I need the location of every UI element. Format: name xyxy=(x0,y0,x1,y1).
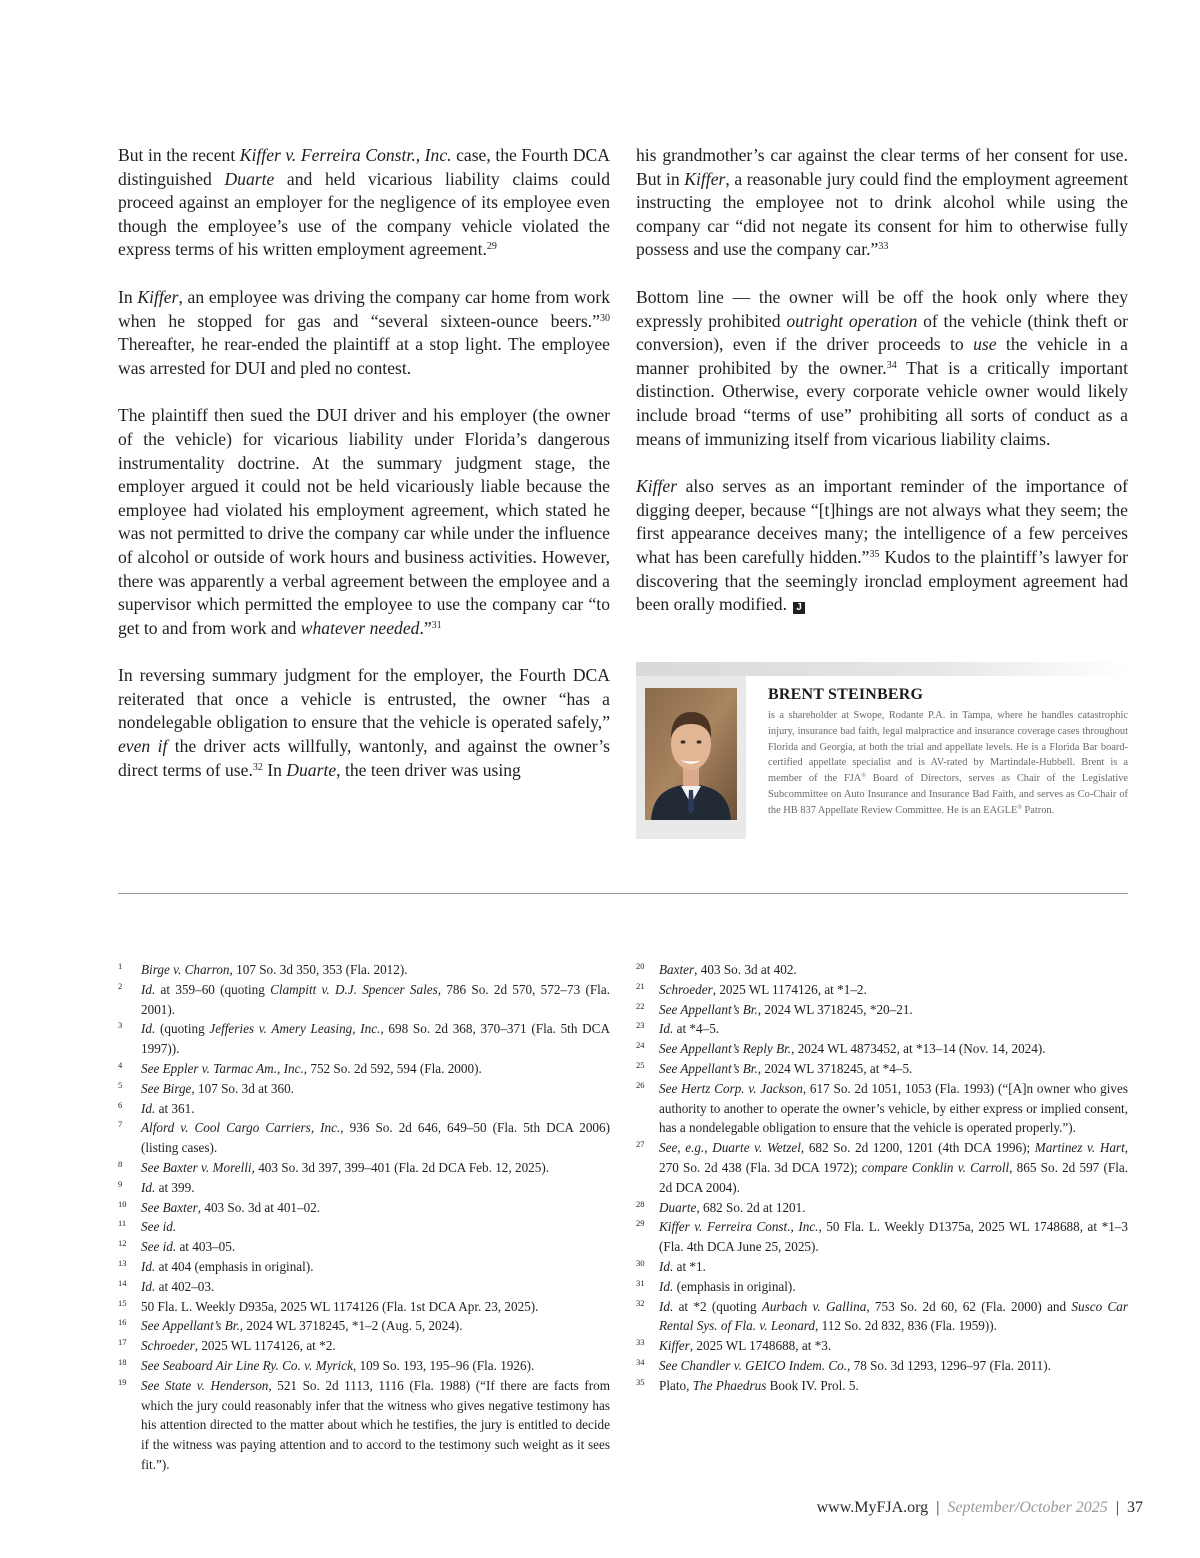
footnote-number: 16 xyxy=(118,1317,127,1328)
italic-text: See Hertz Corp. v. Jackson xyxy=(659,1080,803,1096)
footnote xyxy=(636,1277,1128,1297)
italic-text: Kiffer v. Ferreira Constr., Inc. xyxy=(239,145,452,165)
page-footer xyxy=(817,1499,1143,1517)
footnote-text xyxy=(659,1378,859,1393)
footnote-text xyxy=(141,1200,320,1215)
footnote-text xyxy=(141,1120,610,1155)
text-segment: 698 So. 2d 368, 370–371 (Fla. 5th DCA 1997)). xyxy=(141,1021,610,1057)
footnote xyxy=(636,1356,1128,1376)
text-segment: Patron. xyxy=(1021,804,1055,816)
footnote-number: 5 xyxy=(118,1079,123,1090)
footnote xyxy=(118,1198,610,1218)
italic-text: Kiffer xyxy=(636,476,678,497)
footer-separator: | xyxy=(1115,1499,1119,1516)
italic-text: compare Conklin v. Carroll xyxy=(861,1159,1010,1175)
italic-text: See Appellant’s Br. xyxy=(659,1060,758,1076)
footnote-reference: ® xyxy=(861,773,866,780)
italic-text: See Seaboard Air Line Ry. Co. v. Myrick xyxy=(141,1357,353,1373)
footnote-text xyxy=(659,1021,719,1036)
article-paragraph xyxy=(118,664,610,782)
footnote xyxy=(636,1138,1128,1197)
footnote-reference: 32 xyxy=(252,761,263,773)
footnote-text xyxy=(659,1041,1046,1056)
footnote-number: 24 xyxy=(636,1040,645,1051)
article-paragraph xyxy=(118,404,610,640)
footnote xyxy=(118,1277,610,1297)
footnote xyxy=(636,1336,1128,1356)
footnote-number: 11 xyxy=(118,1218,127,1229)
footnote-text xyxy=(141,1378,610,1472)
italic-text: Schroeder xyxy=(141,1338,195,1354)
footnote xyxy=(118,1019,610,1059)
footnote-number: 28 xyxy=(636,1198,645,1209)
text-segment: also serves as an important reminder of the importance of digging deeper, because “[t]hings are not always what they seem; the first appearance deceives many; the intelligence of a few perceives what has been carefully hidden.” xyxy=(636,476,1128,567)
footnote-text xyxy=(659,1219,1128,1254)
text-segment: at *1. xyxy=(673,1258,706,1274)
footnote-number: 8 xyxy=(118,1158,123,1169)
italic-text: Id. xyxy=(141,1100,156,1116)
footnote xyxy=(636,980,1128,1000)
footnote-text xyxy=(659,1200,806,1215)
italic-text: Clampitt v. D.J. Spencer Sales xyxy=(270,981,438,997)
text-segment: at *4–5. xyxy=(673,1021,720,1037)
italic-text: Duarte xyxy=(224,168,275,189)
text-segment: , 112 So. 2d 832, 836 (Fla. 1959)). xyxy=(815,1318,997,1334)
footnote-text xyxy=(141,1180,195,1195)
article-paragraph xyxy=(118,144,610,262)
text-segment: That is a critically important distinction. Otherwise, every corporate vehicle owner would likely include broad “terms of use” prohibiting all sorts of conduct as a means of immunizing itself from vicarious liability claims. xyxy=(636,357,1128,449)
footnote-text xyxy=(659,1358,1051,1373)
text-segment: at 359–60 (quoting xyxy=(155,981,271,997)
italic-text: Kiffer xyxy=(137,286,179,307)
text-segment: (quoting xyxy=(155,1021,210,1037)
author-photo-panel xyxy=(636,676,746,839)
text-segment: , 682 So. 2d 1200, 1201 (4th DCA 1996); xyxy=(800,1140,1035,1156)
footnote-number: 27 xyxy=(636,1139,645,1150)
footnote-text xyxy=(659,1259,706,1274)
text-segment: In reversing summary judgment for the employer, the Fourth DCA reiterated that once a vehicle is entrusted, the owner “has a nondelegable obligation to ensure that the vehicle is operated safely,” xyxy=(118,665,610,733)
text-segment: .” xyxy=(419,617,432,638)
footnote-text xyxy=(659,982,867,997)
footnote xyxy=(636,1019,1128,1039)
italic-text: Schroeder xyxy=(659,981,713,997)
italic-text: Kiffer xyxy=(659,1338,690,1354)
italic-text: Kiffer xyxy=(684,168,726,189)
text-segment: But in the recent xyxy=(118,145,240,165)
italic-text: Duarte v. Wetzel xyxy=(712,1140,801,1156)
footnote-number: 23 xyxy=(636,1020,645,1031)
text-segment: , 270 So. 2d 438 (Fla. 3d DCA 1972); xyxy=(659,1140,1129,1175)
footnote-text xyxy=(659,1081,1128,1136)
italic-text: Martinez v. Hart xyxy=(1034,1140,1125,1156)
author-bio xyxy=(768,708,1128,819)
footnote xyxy=(636,1039,1128,1059)
italic-text: Duarte xyxy=(659,1199,697,1215)
footnote-number: 18 xyxy=(118,1356,127,1367)
footnote-number: 35 xyxy=(636,1376,645,1387)
footnote-number: 34 xyxy=(636,1356,645,1367)
footnote-number: 31 xyxy=(636,1277,645,1288)
author-bio-text-block xyxy=(768,686,1128,819)
italic-text: The Phaedrus xyxy=(692,1377,767,1393)
italic-text: Id. xyxy=(659,1278,674,1294)
footnote-reference: 29 xyxy=(486,241,497,253)
italic-text: Id. xyxy=(659,1298,674,1314)
footnotes-right xyxy=(636,960,1128,1396)
italic-text: See Appellant’s Br. xyxy=(141,1318,240,1334)
text-segment: of the vehicle (think theft or conversion), even if the driver proceeds to xyxy=(636,310,1128,355)
author-bio-box xyxy=(636,662,1128,839)
author-photo xyxy=(645,688,737,820)
footnote-number: 12 xyxy=(118,1238,127,1249)
footnote-number: 20 xyxy=(636,961,645,971)
footnote-number: 13 xyxy=(118,1257,127,1268)
text-segment: , 2024 WL 3718245, at *4–5. xyxy=(757,1060,913,1076)
text-segment: the vehicle in a manner prohibited by the owner. xyxy=(636,334,1128,378)
footnote-number: 30 xyxy=(636,1257,645,1268)
footnote-text xyxy=(141,1219,176,1234)
text-segment: , 50 Fla. L. Weekly D1375a, 2025 WL 1748688, at *1–3 (Fla. 4th DCA June 25, 2025). xyxy=(659,1219,1128,1255)
footnote-number: 14 xyxy=(118,1277,127,1288)
footnote xyxy=(118,1257,610,1277)
italic-text: Kiffer v. Ferreira Const., Inc. xyxy=(659,1219,819,1235)
footnote-number: 29 xyxy=(636,1218,645,1229)
footnote-text xyxy=(141,1160,549,1175)
italic-text: Id. xyxy=(659,1258,674,1274)
footnote-number: 2 xyxy=(118,980,123,991)
footnote xyxy=(636,1257,1128,1277)
text-segment: , 403 So. 3d 397, 399–401 (Fla. 2d DCA Feb. 12, 2025). xyxy=(251,1159,550,1175)
text-segment: , 786 So. 2d 570, 572–73 (Fla. 2001). xyxy=(141,981,610,1017)
italic-text: Jefferies v. Amery Leasing, Inc., xyxy=(209,1021,384,1037)
italic-text: See Appellant’s Br. xyxy=(659,1001,758,1017)
italic-text: Id. xyxy=(659,1021,674,1037)
italic-text: See State v. Henderson xyxy=(141,1377,269,1393)
author-box-band xyxy=(636,662,1128,676)
italic-text: Id. xyxy=(141,1278,156,1294)
text-segment: at 404 (emphasis in original). xyxy=(155,1258,314,1274)
footnote-text xyxy=(141,1081,294,1096)
text-segment: , 682 So. 2d at 1201. xyxy=(696,1199,806,1215)
italic-text: Id. xyxy=(141,1258,156,1274)
text-segment: , 107 So. 3d at 360. xyxy=(191,1080,294,1096)
footnote-reference: 35 xyxy=(869,548,880,560)
footer-issue: September/October 2025 xyxy=(947,1499,1108,1516)
text-segment: at 403–05. xyxy=(176,1239,236,1255)
footnote-text xyxy=(659,1002,913,1017)
article-column-left xyxy=(118,144,610,806)
text-segment: case, the Fourth DCA distinguished xyxy=(118,145,610,189)
text-segment: at 361. xyxy=(155,1100,195,1116)
footnote xyxy=(118,1178,610,1198)
footnote-number: 1 xyxy=(118,961,123,971)
text-segment: , 2025 WL 1174126, at *2. xyxy=(194,1338,336,1354)
italic-text: See, e.g. xyxy=(659,1140,705,1156)
footnote-text xyxy=(141,1358,534,1373)
italic-text: Susco Car Rental Sys. of Fla. v. Leonard xyxy=(659,1298,1128,1334)
footnote xyxy=(118,1079,610,1099)
footnote xyxy=(636,1059,1128,1079)
text-segment: Book IV. Prol. 5. xyxy=(766,1377,859,1393)
text-segment: Thereafter, he rear-ended the plaintiff at a stop light. The employee was arrested for DUI and pled no contest. xyxy=(118,334,610,378)
italic-text: See id. xyxy=(141,1219,177,1235)
text-segment: , 2025 WL 1748688, at *3. xyxy=(689,1338,832,1354)
text-segment: , 617 So. 2d 1051, 1053 (Fla. 1993) (“[A]n owner who gives authority to another to operate the owner’s vehicle, by either express or implied consent, has a nondelegable obligation to ensure that the vehicle is operated properly.”). xyxy=(659,1080,1128,1136)
italic-text: See Appellant’s Reply Br. xyxy=(659,1041,792,1057)
footnote-number: 19 xyxy=(118,1376,127,1387)
footnote-number: 33 xyxy=(636,1337,645,1348)
italic-text: use xyxy=(973,334,997,355)
article-paragraph xyxy=(636,144,1128,262)
text-segment: is a shareholder at Swope, Rodante P.A. in Tampa, where he handles catastrophic injury, insurance bad faith, legal malpractice and insurance coverage cases throughout Florida and Georgia, at both the trial and appellate levels. He is a Florida Bar board-certified appellate specialist and is AV-rated by Martindale-Hubbell. Brent is a member of the FJA xyxy=(768,710,1128,785)
italic-text: Alford v. Cool Cargo Carriers, Inc. xyxy=(141,1120,341,1136)
text-segment: , 107 So. 3d 350, 353 (Fla. 2012). xyxy=(229,962,408,977)
page-number: 37 xyxy=(1127,1499,1143,1516)
footnote-text xyxy=(141,1239,235,1254)
text-segment: , the teen driver was using xyxy=(336,759,521,780)
text-segment: , 403 So. 3d at 401–02. xyxy=(197,1199,321,1215)
footnote-text xyxy=(659,962,797,977)
footnote xyxy=(118,1059,610,1079)
text-segment: , 521 So. 2d 1113, 1116 (Fla. 1988) (“If there are facts from which the jury could reasonably infer that the witness who gives negative testimony has his attention directed to the matter about which he testifies, the jury is entitled to decide if the witness was paying attention and to accord to the testimony such weight as it sees fit.”). xyxy=(141,1377,610,1472)
footnote xyxy=(118,1217,610,1237)
text-segment: at 399. xyxy=(155,1179,195,1195)
article-paragraph xyxy=(636,286,1128,451)
footnote-text xyxy=(141,1299,538,1314)
footnote-text xyxy=(659,1140,1128,1195)
text-segment: (emphasis in original). xyxy=(673,1278,796,1294)
text-segment: his grandmother’s car against the clear terms of her consent for use. But in xyxy=(636,145,1128,189)
author-name: BRENT STEINBERG xyxy=(768,686,924,703)
footnote-text xyxy=(141,1101,195,1116)
footnote-text xyxy=(141,962,408,977)
italic-text: See Baxter xyxy=(141,1199,198,1215)
text-segment: 50 Fla. L. Weekly D935a, 2025 WL 1174126 (Fla. 1st DCA Apr. 23, 2025). xyxy=(141,1298,539,1314)
footnote-text xyxy=(659,1299,1128,1334)
footnote-number: 7 xyxy=(118,1119,123,1130)
text-segment: Board of Directors, serves as Chair of the Legislative Subcommittee on Auto Insurance and Insurance Bad Faith, and serves as Co-Chair of the HB 837 Appellate Review Committee. He is an EAGLE xyxy=(768,773,1129,816)
footnote-reference: 31 xyxy=(431,619,442,631)
footnote xyxy=(118,1297,610,1317)
footnote xyxy=(118,960,610,980)
footer-site-link[interactable]: www.MyFJA.org xyxy=(816,1499,929,1516)
footnote-text xyxy=(141,982,610,1017)
footnote xyxy=(636,1376,1128,1396)
italic-text: Birge v. Charron xyxy=(141,962,230,977)
italic-text: whatever needed xyxy=(300,617,420,638)
article-paragraph-text xyxy=(636,476,1128,614)
text-segment: , 403 So. 3d at 402. xyxy=(694,962,797,977)
footnote-text xyxy=(141,1318,463,1333)
italic-text: even if xyxy=(118,736,168,757)
text-segment: at *2 (quoting xyxy=(673,1298,762,1314)
footnote xyxy=(636,960,1128,980)
text-segment: , an employee was driving the company car home from work when he stopped for gas and “several sixteen-ounce beers.” xyxy=(118,286,610,331)
footnote-reference: 30 xyxy=(600,312,610,324)
footnote xyxy=(118,1158,610,1178)
footnote xyxy=(118,1356,610,1376)
text-segment: and held vicarious liability claims could proceed against an employer for the negligence of its employee even though the employee’s use of the company vehicle violated the express terms of his written employment agreement. xyxy=(118,168,610,260)
footnote xyxy=(636,1079,1128,1138)
footnote-text xyxy=(141,1061,482,1076)
footnote-number: 17 xyxy=(118,1337,127,1348)
text-segment: In xyxy=(262,759,287,780)
footnote-number: 32 xyxy=(636,1297,645,1308)
italic-text: See Baxter v. Morelli xyxy=(141,1159,252,1175)
end-of-article-icon: J xyxy=(793,602,805,614)
text-segment: Kudos to the plaintiff’s lawyer for discovering that the seemingly ironclad employment agreement had been orally modified. xyxy=(636,546,1128,615)
footnote-reference: 33 xyxy=(878,241,889,253)
footnote-number: 9 xyxy=(118,1178,123,1189)
text-segment: , xyxy=(704,1140,713,1156)
footnote xyxy=(636,1198,1128,1218)
text-segment: Plato, xyxy=(659,1377,693,1393)
footnote-number: 25 xyxy=(636,1059,645,1070)
text-segment: The plaintiff then sued the DUI driver and his employer (the owner of the vehicle) for vicarious liability under Florida’s dangerous instrumentality doctrine. At the summary judgment stage, the employer argued it could not be held vicariously liable because the employee had violated his employment agreement, which stated he was not permitted to drive the company car while under the influence of alcohol or outside of work hours and business activities. However, there was apparently a verbal agreement between the employee and a supervisor which permitted the employee to use the company car “to get to and from work and xyxy=(118,405,610,638)
footer-separator: | xyxy=(936,1499,940,1516)
footnote-number: 10 xyxy=(118,1198,127,1209)
footnote-text xyxy=(141,1021,610,1056)
text-segment: , 78 So. 3d 1293, 1296–97 (Fla. 2011). xyxy=(847,1357,1051,1373)
footnotes-left xyxy=(118,960,610,1475)
italic-text: See Chandler v. GEICO Indem. Co. xyxy=(659,1357,848,1373)
footnote xyxy=(118,1376,610,1475)
italic-text: Id. xyxy=(141,1179,156,1195)
footnote-text xyxy=(659,1338,831,1353)
text-segment: , 865 So. 2d 597 (Fla. 2d DCA 2004). xyxy=(659,1159,1129,1195)
text-segment: , 936 So. 2d 646, 649–50 (Fla. 5th DCA 2006) (listing cases). xyxy=(141,1120,611,1156)
footnote-number: 3 xyxy=(118,1020,123,1031)
footnote-number: 4 xyxy=(118,1059,123,1070)
text-segment: the driver acts willfully, wantonly, and against the owner’s direct terms of use. xyxy=(118,736,610,780)
italic-text: Baxter xyxy=(659,962,695,977)
footnote xyxy=(118,1118,610,1158)
footnote xyxy=(118,980,610,1020)
italic-text: Aurbach v. Gallina xyxy=(761,1298,867,1314)
text-segment: at 402–03. xyxy=(155,1278,215,1294)
footnote-number: 21 xyxy=(636,980,645,991)
italic-text: See Birge xyxy=(141,1080,192,1096)
footnote-number: 26 xyxy=(636,1079,645,1090)
text-segment: , 753 So. 2d 60, 62 (Fla. 2000) and xyxy=(866,1298,1072,1314)
text-segment: , 2025 WL 1174126, at *1–2. xyxy=(712,981,867,997)
footnote xyxy=(118,1316,610,1336)
text-segment: , 109 So. 193, 195–96 (Fla. 1926). xyxy=(352,1357,535,1373)
italic-text: See id. xyxy=(141,1239,177,1255)
italic-text: See Eppler v. Tarmac Am., Inc. xyxy=(141,1060,304,1076)
footnote-reference: ® xyxy=(1017,804,1022,811)
italic-text: outright operation xyxy=(786,310,918,331)
footnote xyxy=(636,1297,1128,1337)
footnote xyxy=(636,1217,1128,1257)
footnote xyxy=(118,1336,610,1356)
text-segment: , a reasonable jury could find the employment agreement instructing the employee not to drink alcohol while using the company car “did not negate its consent for him to otherwise fully possess and use the company car.” xyxy=(636,168,1129,260)
text-segment: , 752 So. 2d 592, 594 (Fla. 2000). xyxy=(303,1060,482,1076)
text-segment: Bottom line — the owner will be off the hook only where they expressly prohibited xyxy=(636,286,1128,331)
footnote-text xyxy=(659,1061,912,1076)
footnote-number: 15 xyxy=(118,1297,127,1308)
text-segment: In xyxy=(118,286,138,307)
footnote-divider xyxy=(118,893,1128,894)
footnote xyxy=(118,1099,610,1119)
text-segment: , 2024 WL 3718245, *1–2 (Aug. 5, 2024). xyxy=(239,1318,463,1334)
footnote-text xyxy=(141,1279,214,1294)
article-paragraph xyxy=(118,286,610,380)
italic-text: Id. xyxy=(141,1021,156,1037)
footnote-text xyxy=(141,1259,314,1274)
italic-text: Duarte xyxy=(286,759,337,780)
footnote-reference: 34 xyxy=(886,359,897,371)
footnote xyxy=(636,1000,1128,1020)
footnote-number: 6 xyxy=(118,1099,123,1110)
footnote-text xyxy=(141,1338,336,1353)
article-paragraph xyxy=(636,475,1128,617)
italic-text: Id. xyxy=(141,981,156,997)
footnote-text xyxy=(659,1279,796,1294)
text-segment: , 2024 WL 4873452, at *13–14 (Nov. 14, 2024). xyxy=(791,1041,1046,1057)
article-column-right xyxy=(636,144,1128,641)
text-segment: , 2024 WL 3718245, *20–21. xyxy=(757,1001,913,1017)
footnote xyxy=(118,1237,610,1257)
footnote-number: 22 xyxy=(636,1000,645,1011)
